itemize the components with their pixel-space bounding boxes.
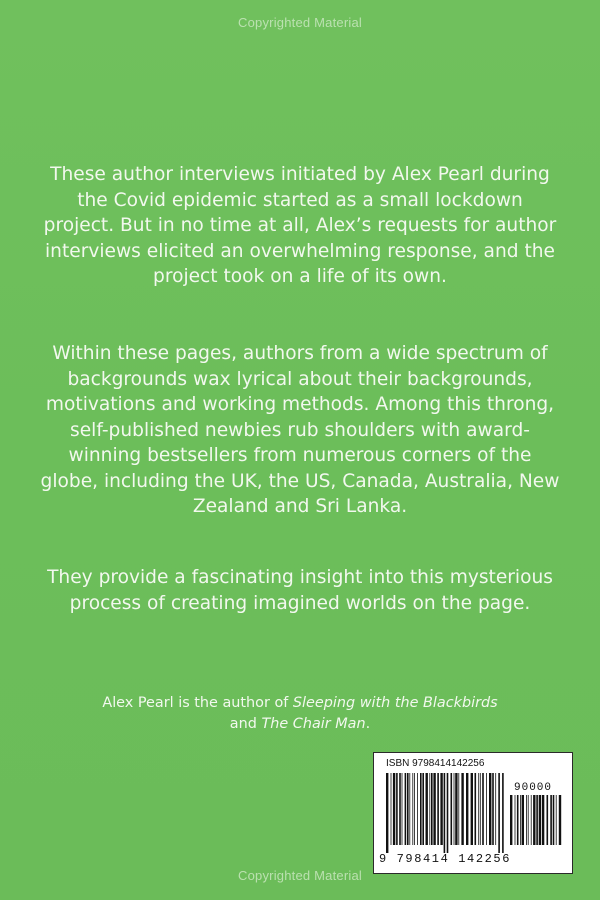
- barcode-bar: [391, 773, 392, 845]
- barcode-bar: [528, 795, 529, 845]
- barcode-bar: [502, 773, 504, 853]
- barcode-bar: [536, 795, 538, 845]
- watermark-bottom: Copyrighted Material: [238, 868, 362, 883]
- author-note: [90, 693, 510, 735]
- barcode-bar: [437, 773, 439, 845]
- book-title-sleeping-with-the-blackbirds: Sleeping with the Blackbirds: [292, 695, 498, 711]
- barcode-bar: [559, 795, 561, 845]
- barcode-bar: [466, 773, 468, 845]
- blurb-paragraph-1: These author interviews initiated by Alex Pearl during the Covid epidemic started as a small lockdown project. But in no time at all, Alex’s requests for author interviews elicited an overwhelming response, and the project took on a life of its own.: [43, 164, 557, 287]
- barcode-bar: [520, 795, 521, 845]
- isbn-label: ISBN 9798414142256: [386, 758, 485, 769]
- barcode-bar: [510, 795, 512, 845]
- barcode-bar: [475, 773, 477, 845]
- barcode-bar: [433, 773, 435, 845]
- barcode-bar: [492, 773, 494, 845]
- barcode-bar: [386, 773, 388, 853]
- barcode-bar: [417, 773, 418, 845]
- price-code: 90000: [514, 782, 553, 794]
- barcode-bar: [440, 773, 442, 845]
- barcode-bar: [547, 795, 549, 845]
- barcode-bar: [542, 795, 544, 845]
- barcode-bar: [458, 773, 459, 845]
- barcode-bar: [517, 795, 519, 845]
- book-title-the-chair-man: The Chair Man: [261, 716, 366, 732]
- barcode-bar: [396, 773, 398, 845]
- barcode-bars-icon: [386, 773, 504, 853]
- barcode-bar: [526, 795, 527, 845]
- barcode-bar: [471, 773, 473, 845]
- barcode-bar: [429, 773, 430, 845]
- barcode-bar: [426, 773, 428, 845]
- watermark-top: Copyrighted Material: [238, 15, 362, 30]
- barcode-bar: [420, 773, 422, 845]
- barcode-bar: [478, 773, 479, 845]
- author-note-prefix: Alex Pearl is the author of: [102, 695, 293, 711]
- blurb-paragraph-2: Within these pages, authors from a wide spectrum of backgrounds wax lyrical about their backgrounds, motivations and working methods. Among this throng, self-published newbies rub shoulders with award-winning bestsellers from numerous corners of the globe, including the UK, the US, Canada, Australia, New Zealand and Sri Lanka.: [40, 343, 560, 517]
- isbn-digits: 9 798414 142256: [379, 852, 512, 866]
- barcode-bar: [515, 795, 516, 845]
- author-note-suffix: .: [365, 716, 371, 732]
- barcode-bar: [539, 795, 541, 845]
- barcode-bar: [407, 773, 409, 845]
- barcode-bar: [498, 773, 500, 853]
- barcode-bar: [451, 773, 453, 845]
- barcode-bar: [531, 795, 532, 845]
- barcode-bar: [431, 773, 433, 845]
- barcode-bar: [422, 773, 424, 845]
- barcode-bar: [553, 795, 555, 845]
- blurb-paragraph-3: They provide a fascinating insight into this mysterious process of creating imagined worlds on the page.: [47, 567, 553, 614]
- author-note-middle: and: [229, 716, 262, 732]
- barcode-bar: [409, 773, 410, 845]
- barcode-bar: [489, 773, 491, 845]
- barcode-bar: [482, 773, 484, 845]
- barcode-bar: [447, 773, 449, 853]
- barcode-bar: [486, 773, 487, 845]
- barcode-bar: [412, 773, 413, 845]
- barcode-bar: [556, 795, 557, 845]
- barcode-bar: [461, 773, 463, 845]
- barcode-bar: [405, 773, 407, 845]
- barcode-bar: [455, 773, 457, 845]
- barcode-bar: [393, 773, 395, 845]
- barcode-bar: [550, 795, 552, 845]
- barcode-bar: [414, 773, 415, 845]
- barcode-bar: [480, 773, 481, 845]
- isbn-barcode: [373, 752, 573, 874]
- barcode-bar: [402, 773, 403, 845]
- barcode-bar: [533, 795, 535, 845]
- barcode-bar: [495, 773, 496, 845]
- barcode-bar: [399, 773, 401, 845]
- barcode-bar: [522, 795, 524, 845]
- barcode-bar: [454, 773, 455, 845]
- barcode-addon-bars-icon: [510, 795, 562, 853]
- barcode-bar: [444, 773, 446, 853]
